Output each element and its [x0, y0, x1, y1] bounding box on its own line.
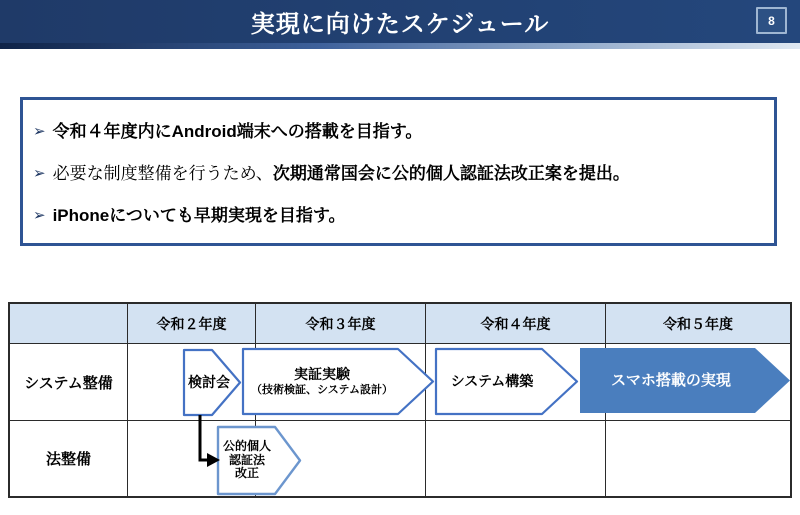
- bullet-item-android: [33, 117, 764, 142]
- timeline-shapes: [10, 304, 790, 496]
- jissho-arrow-shape: [243, 349, 433, 414]
- hokaisei-label: 公的個人 認証法 改正: [222, 438, 271, 481]
- title-bar: [0, 0, 800, 43]
- timeline-shapes-svg: [10, 304, 790, 496]
- sumaho-arrow-shape: [580, 348, 790, 413]
- bullet-text: 令和４年度内にAndroid端末への搭載を目指す。: [52, 121, 423, 141]
- bullet-arrow-icon: ➢: [33, 164, 46, 182]
- column-header-reiwa4: 令和４年度: [426, 304, 606, 344]
- row-label-system: システム整備: [10, 344, 128, 421]
- kentokai-label: 検討会: [188, 374, 230, 391]
- bullet-item-iphone: [33, 201, 764, 226]
- system-kochiku-label: システム構築: [450, 373, 534, 390]
- jissho-label-main: 実証実験: [294, 366, 350, 383]
- row-label-law: 法整備: [10, 421, 128, 496]
- page-number-badge: 8: [756, 7, 787, 34]
- connector-elbow-line: [200, 415, 208, 460]
- hokaisei-pentagon-shape: [218, 427, 300, 494]
- title-underline: [0, 43, 800, 49]
- bullet-arrow-icon: ➢: [33, 207, 46, 225]
- sumaho-label: スマホ搭載の実現: [611, 371, 731, 389]
- bullet-text-lead: 必要な制度整備を行うため、: [52, 163, 273, 183]
- bullet-arrow-icon: ➢: [33, 122, 46, 140]
- column-header-reiwa2: 令和２年度: [128, 304, 256, 344]
- column-header-reiwa3: 令和３年度: [256, 304, 426, 344]
- bullet-text-emphasis: 次期通常国会に公的個人認証法改正案を提出。: [272, 163, 630, 183]
- bullet-item-law: [33, 159, 764, 184]
- bullet-text: [53, 159, 630, 184]
- system-kochiku-arrow-shape: [436, 349, 577, 414]
- column-header-reiwa5: 令和５年度: [606, 304, 790, 344]
- schedule-table: [8, 302, 792, 498]
- bullet-text: iPhoneについても早期実現を目指す。: [52, 206, 346, 226]
- kentokai-arrow-shape: [184, 350, 240, 415]
- summary-box: [20, 97, 777, 246]
- jissho-label-sub: （技術検証、システム設計）: [251, 384, 393, 397]
- page-title: 実現に向けたスケジュール: [250, 11, 550, 38]
